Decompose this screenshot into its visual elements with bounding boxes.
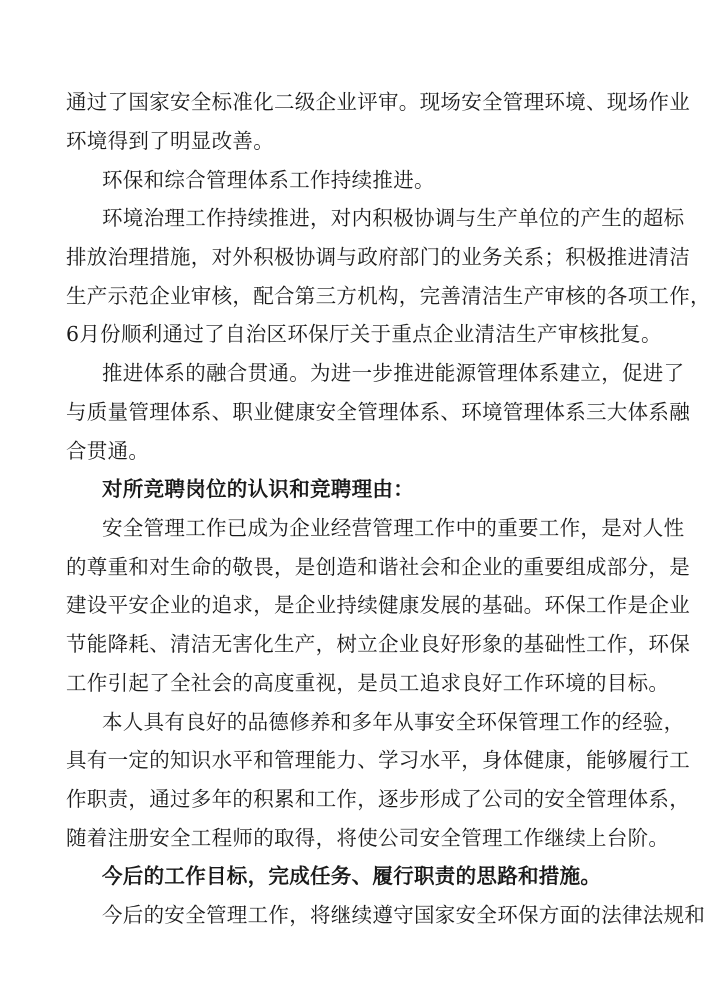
section-heading: 对所竞聘岗位的认识和竞聘理由：	[102, 477, 414, 501]
text-line: 节能降耗、清洁无害化生产，树立企业良好形象的基础性工作，环保	[66, 632, 690, 656]
text-line: 随着注册安全工程师的取得，将使公司安全管理工作继续上台阶。	[66, 826, 670, 850]
text-line: 今后的安全管理工作，将继续遵守国家安全环保方面的法律法规和	[102, 903, 706, 927]
text-line: 具有一定的知识水平和管理能力、学习水平，身体健康，能够履行工	[66, 748, 690, 772]
text-line: 通过了国家安全标准化二级企业评审。现场安全管理环境、现场作业	[66, 90, 690, 114]
text-line: 与质量管理体系、职业健康安全管理体系、环境管理体系三大体系融	[66, 400, 690, 424]
text-line: 的尊重和对生命的敬畏，是创造和谐社会和企业的重要组成部分，是	[66, 555, 690, 579]
text-line: 建设平安企业的追求，是企业持续健康发展的基础。环保工作是企业	[66, 593, 690, 617]
text-line: 排放治理措施，对外积极协调与政府部门的业务关系；积极推进清洁	[66, 245, 690, 269]
text-line: 环保和综合管理体系工作持续推进。	[102, 168, 435, 192]
text-line: 6月份顺利通过了自治区环保厅关于重点企业清洁生产审核批复。	[66, 322, 662, 346]
text-line: 作职责，通过多年的积累和工作，逐步形成了公司的安全管理体系，	[66, 787, 690, 811]
text-line: 合贯通。	[66, 439, 150, 463]
text-line: 安全管理工作已成为企业经营管理工作中的重要工作，是对人性	[102, 516, 685, 540]
text-line: 生产示范企业审核，配合第三方机构，完善清洁生产审核的各项工作，	[66, 284, 711, 308]
section-heading: 今后的工作目标，完成任务、履行职责的思路和措施。	[102, 864, 602, 888]
text-line: 工作引起了全社会的高度重视，是员工追求良好工作环境的目标。	[66, 671, 670, 695]
text-line: 推进体系的融合贯通。为进一步推进能源管理体系建立，促进了	[102, 361, 685, 385]
text-line: 本人具有良好的品德修养和多年从事安全环保管理工作的经验，	[102, 710, 685, 734]
text-line: 环境治理工作持续推进，对内积极协调与生产单位的产生的超标	[102, 206, 685, 230]
text-line: 环境得到了明显改善。	[66, 129, 274, 153]
